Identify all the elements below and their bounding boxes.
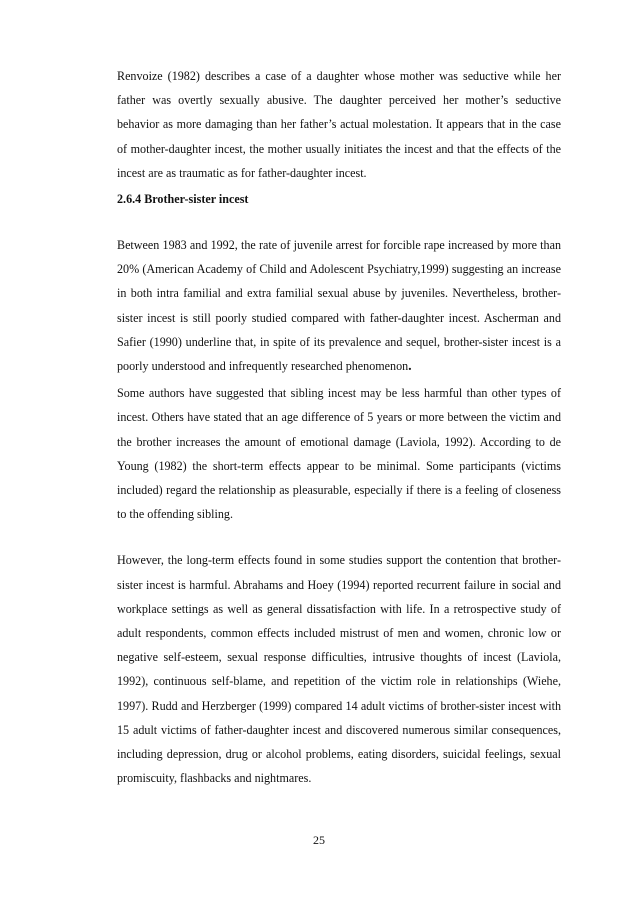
bold-period: . [408,359,412,375]
page-body [117,64,561,790]
paragraph-long-term-effects: However, the long-term effects found in some studies support the contention that brother-sister incest is harmful. Abrahams and Hoey (1994) reported recurrent failure in social and workplace settings as well as general dissatisfaction with life. In a retrospective study of adult respondents, common effects included mistrust of men and women, chronic low or negative self-esteem, sexual response difficulties, intrusive thoughts of incest (Laviola, 1992), continuous self-blame, and repetition of the victim role in relationships (Wiehe, 1997). Rudd and Herzberger (1999) compared 14 adult victims of brother-sister incest with 15 adult victims of father-daughter incest and discovered numerous similar consequences, including depression, drug or alcohol problems, eating disorders, suicidal feelings, sexual promiscuity, flashbacks and nightmares. [117,553,561,786]
paragraph-juvenile-arrest-text: Between 1983 and 1992, the rate of juvenile arrest for forcible rape increased by more than 20% (American Academy of Child and Adolescent Psychiatry,1999) suggesting an increase in both intra familial and extra familial sexual abuse by juveniles. Nevertheless, brother-sister incest is still poorly studied compared with father-daughter incest. Ascherman and Safier (1990) underline that, in spite of its prevalence and sequel, brother-sister incest is a poorly understood and infrequently researched phenomenon [117,238,561,374]
paragraph-sibling-incest-harm: Some authors have suggested that sibling incest may be less harmful than other types of incest. Others have stated that an age difference of 5 years or more between the victim and the brother increases the amount of emotional damage (Laviola, 1992). According to de Young (1982) the short-term effects appear to be minimal. Some participants (victims included) regard the relationship as pleasurable, especially if there is a feeling of closeness to the offending sibling. [117,386,561,522]
paragraph-juvenile-arrest [117,233,561,379]
section-heading: 2.6.4 Brother-sister incest [117,192,249,207]
paragraph-mother-daughter-incest: Renvoize (1982) describes a case of a daughter whose mother was seductive while her father was overtly sexually abusive. The daughter perceived her mother’s seductive behavior as more damaging than her father’s actual molestation. It appears that in the case of mother-daughter incest, the mother usually initiates the incest and that the effects of the incest are as traumatic as for father-daughter incest. [117,69,561,180]
page-number: 25 [313,833,325,847]
